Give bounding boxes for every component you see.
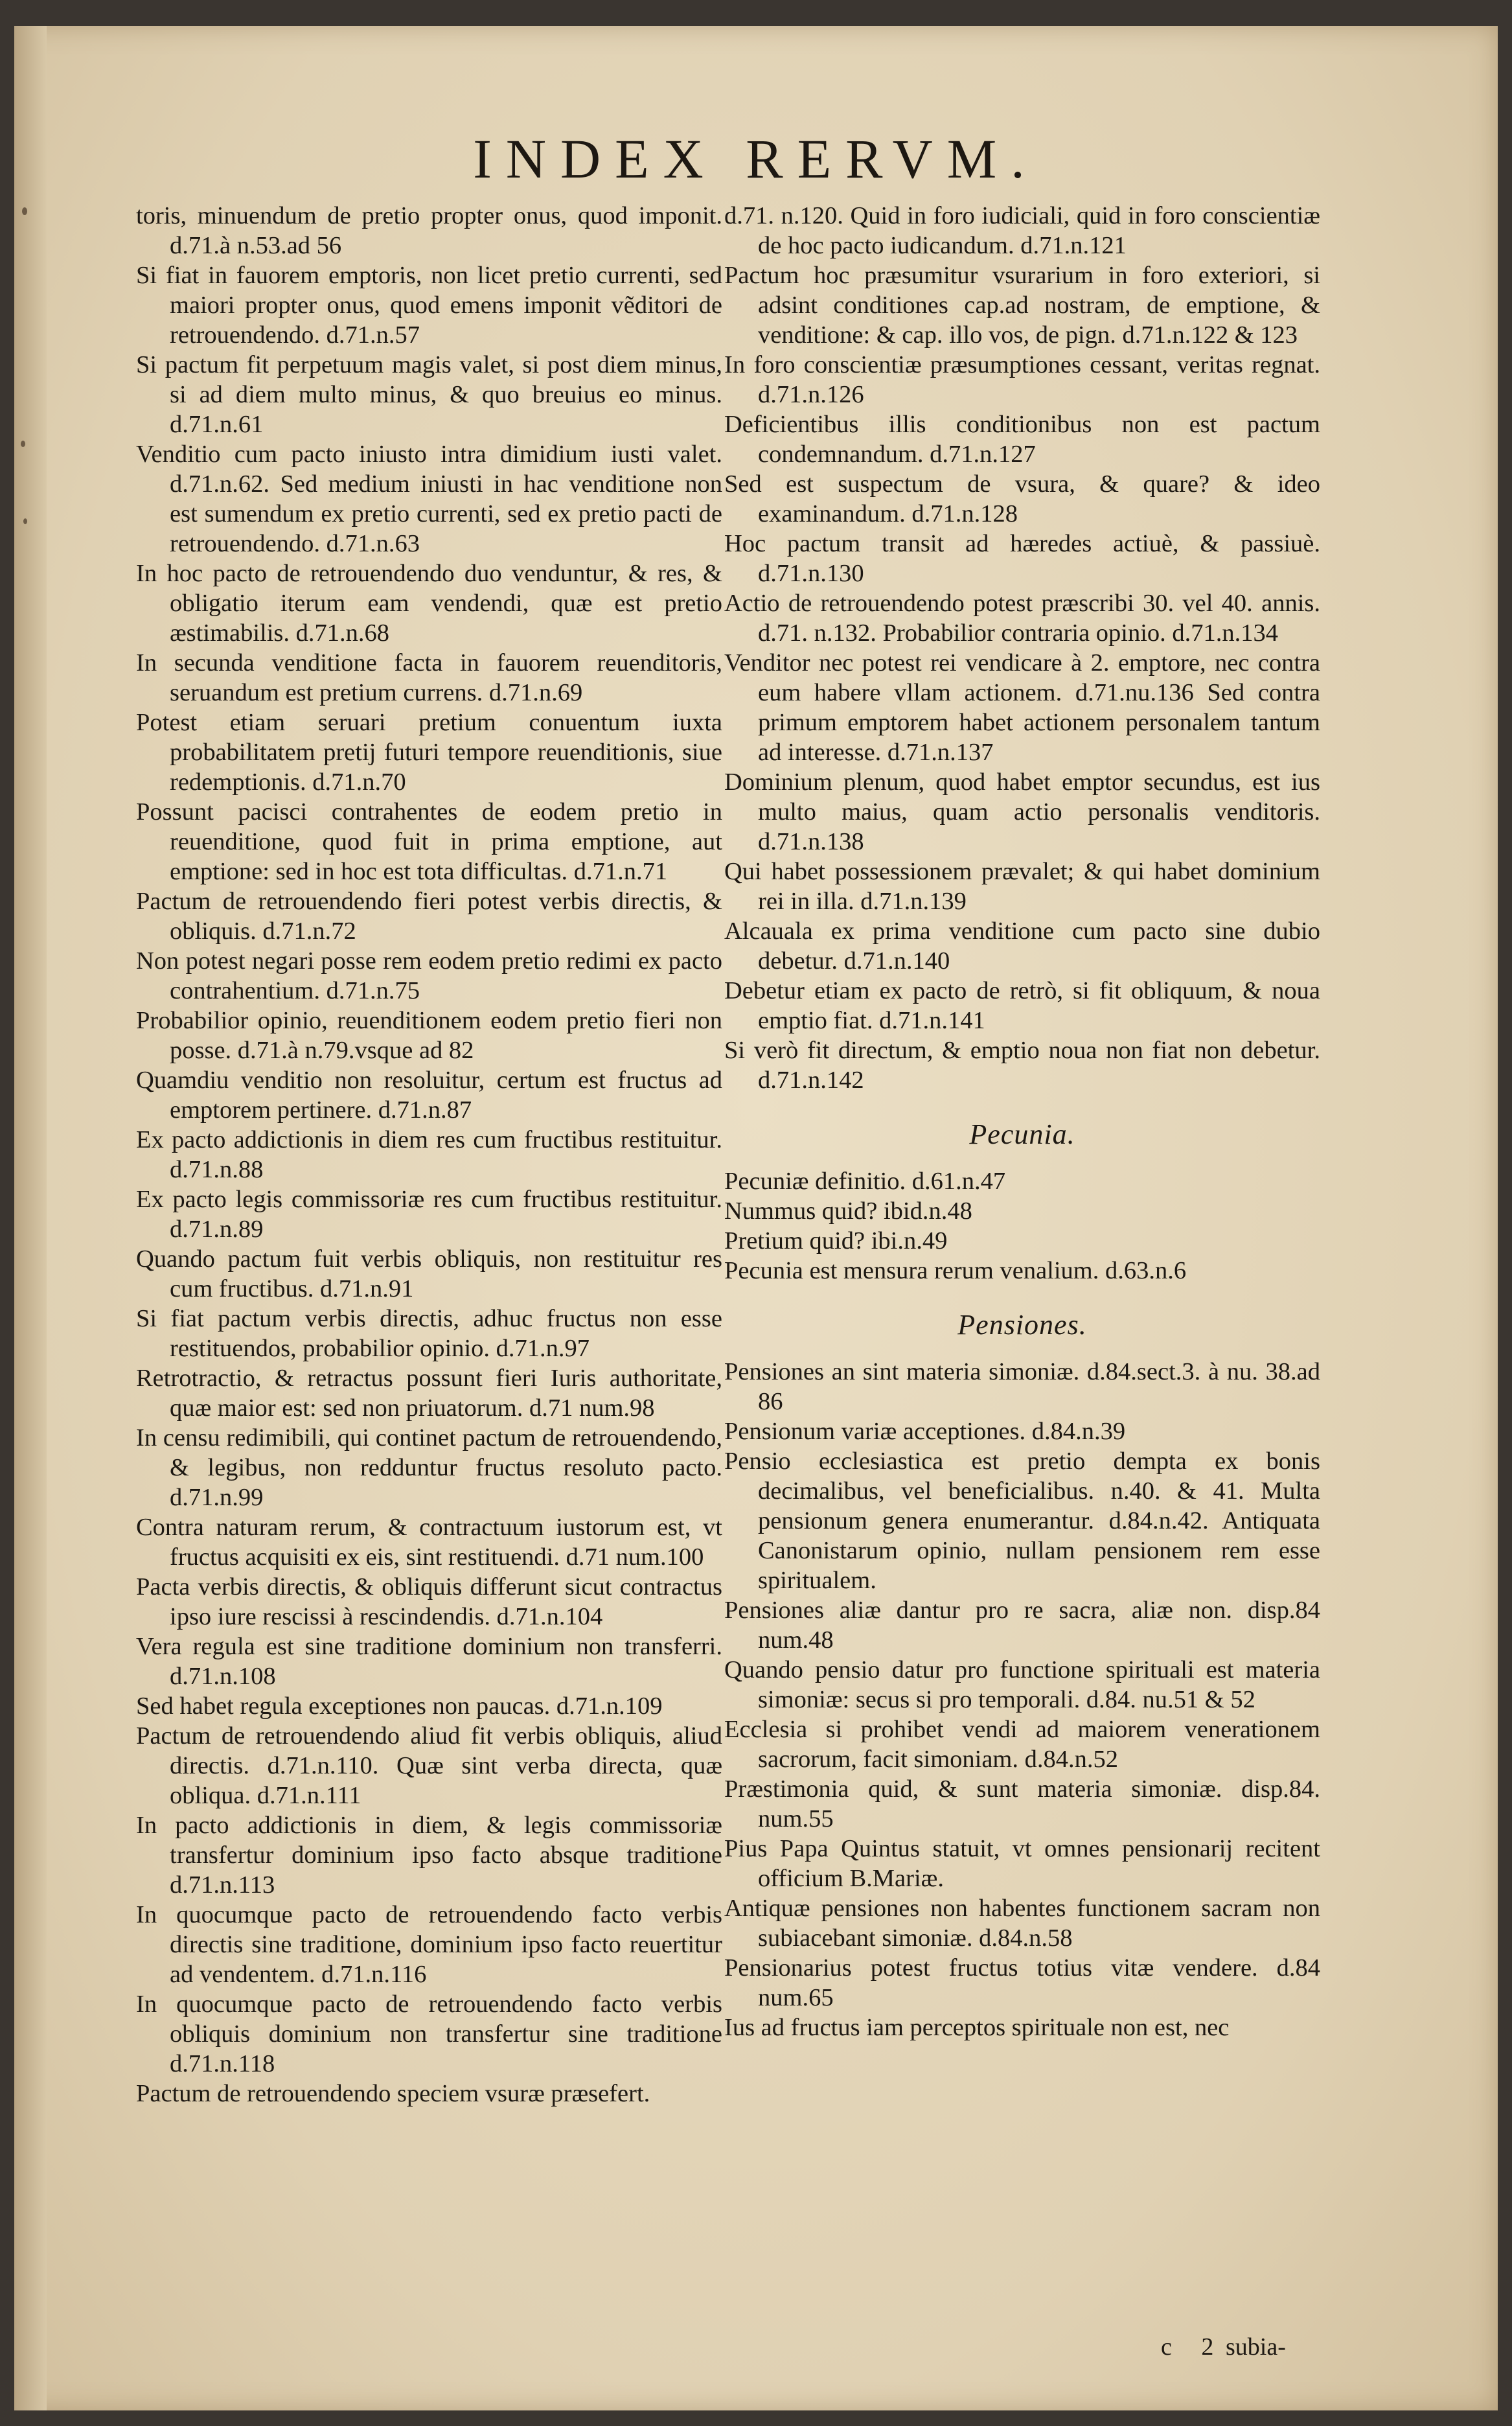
index-entry: Pensionum variæ acceptiones. d.84.n.39: [724, 1418, 1126, 1445]
index-entry: Pactum de retrouendendo aliud fit verbis obliquis, aliud directis. d.71.n.110. Quæ sint verba directa, quæ obliqua. d.71.n.111: [136, 1722, 722, 1809]
signature-mark: c 2: [1161, 2333, 1226, 2361]
section-heading-pensiones: Pensiones.: [957, 1309, 1087, 1341]
index-entry: Pacta verbis directis, & obliquis differunt sicut contractus ipso iure rescissi à rescindendis. d.71.n.104: [136, 1573, 722, 1630]
index-entry: Sed est suspectum de vsura, & quare? & ideo examinandum. d.71.n.128: [724, 470, 1320, 527]
index-entry: In quocumque pacto de retrouendendo facto verbis obliquis dominium non transfertur sine traditione d.71.n.118: [136, 1991, 722, 2077]
index-entry: Nummus quid? ibid.n.48: [724, 1197, 972, 1225]
index-entry: In censu redimibili, qui continet pactum de retrouendendo, & legibus, non redduntur fructus resoluto pacto. d.71.n.99: [136, 1424, 722, 1511]
index-entry: In pacto addictionis in diem, & legis commissoriæ transfertur dominium ipso facto absque traditione d.71.n.113: [136, 1812, 722, 1899]
index-entry: Pactum hoc præsumitur vsurarium in foro exteriori, si adsint conditiones cap.ad nostram, de emptione, & venditione: & cap. illo vos, de pign. d.71.n.122 & 123: [724, 262, 1320, 349]
ink-speck: [21, 441, 25, 447]
index-entry: toris, minuendum de pretio propter onus, quod imponit. d.71.à n.53.ad 56: [136, 202, 722, 259]
index-entry: Pensiones aliæ dantur pro re sacra, aliæ non. disp.84 num.48: [724, 1597, 1320, 1654]
ink-speck: [22, 207, 27, 215]
index-entry: Pensionarius potest fructus totius vitæ vendere. d.84 num.65: [724, 1954, 1320, 2011]
index-entry: Pretium quid? ibi.n.49: [724, 1227, 948, 1254]
index-entry: Quando pensio datur pro functione spirituali est materia simoniæ: secus si pro temporali. d.84. nu.51 & 52: [724, 1656, 1320, 1713]
index-entry: Debetur etiam ex pacto de retrò, si fit obliquum, & noua emptio fiat. d.71.n.141: [724, 977, 1320, 1034]
left-column: [136, 201, 722, 2108]
index-entry: Non potest negari posse rem eodem pretio redimi ex pacto contrahentium. d.71.n.75: [136, 947, 722, 1004]
index-entry: Possunt pacisci contrahentes de eodem pretio in reuenditione, quod fuit in prima emptione, aut emptione: sed in hoc est tota difficultas. d.71.n.71: [136, 798, 722, 885]
index-entry: Hoc pactum transit ad hæredes actiuè, & passiuè. d.71.n.130: [724, 530, 1320, 587]
index-entry: Venditor nec potest rei vendicare à 2. emptore, nec contra eum habere vllam actionem. d.71.nu.136 Sed contra primum emptorem habet actionem personalem tantum ad interesse. d.71.n.137: [724, 649, 1320, 766]
index-entry: Dominium plenum, quod habet emptor secundus, est ius multo maius, quam actio personalis venditoris. d.71.n.138: [724, 768, 1320, 855]
index-entry: In hoc pacto de retrouendendo duo venduntur, & res, & obligatio iterum eam vendendi, quæ est pretio æstimabilis. d.71.n.68: [136, 560, 722, 647]
index-entry: Pensio ecclesiastica est pretio dempta ex bonis decimalibus, vel beneficialibus. n.40. & 41. Multa pensionum genera enumerantur. d.84.n.42. Antiquata Canonistarum opinio, nullam pensionem rem esse spiritualem.: [724, 1448, 1320, 1594]
index-entry: Deficientibus illis conditionibus non est pactum condemnandum. d.71.n.127: [724, 411, 1320, 468]
index-entry: Contra naturam rerum, & contractuum iustorum est, vt fructus acquisiti ex eis, sint restituendi. d.71 num.100: [136, 1514, 722, 1571]
index-entry: In secunda venditione facta in fauorem reuenditoris, seruandum est pretium currens. d.71.n.69: [136, 649, 722, 706]
index-entry: Pactum de retrouendendo fieri potest verbis directis, & obliquis. d.71.n.72: [136, 888, 722, 945]
index-entry: Si verò fit directum, & emptio noua non fiat non debetur. d.71.n.142: [724, 1037, 1320, 1094]
index-entry: Quando pactum fuit verbis obliquis, non restituitur res cum fructibus. d.71.n.91: [136, 1245, 722, 1302]
index-entry: Pensiones an sint materia simoniæ. d.84.sect.3. à nu. 38.ad 86: [724, 1358, 1320, 1415]
page-title: INDEX RERVM.: [473, 128, 1039, 190]
page-binding-shadow: [14, 26, 47, 2410]
index-entry: In quocumque pacto de retrouendendo facto verbis directis sine traditione, dominium ipso facto reuertitur ad vendentem. d.71.n.116: [136, 1901, 722, 1988]
index-entry: Pecunia est mensura rerum venalium. d.63.n.6: [724, 1257, 1187, 1284]
index-entry: Quamdiu venditio non resoluitur, certum est fructus ad emptorem pertinere. d.71.n.87: [136, 1067, 722, 1124]
index-entry: Alcauala ex prima venditione cum pacto sine dubio debetur. d.71.n.140: [724, 918, 1320, 975]
index-entry: Actio de retrouendendo potest præscribi 30. vel 40. annis. d.71. n.132. Probabilior contraria opinio. d.71.n.134: [724, 590, 1320, 647]
index-entry: Præstimonia quid, & sunt materia simoniæ. disp.84. num.55: [724, 1775, 1320, 1832]
index-entry: Si pactum fit perpetuum magis valet, si post diem minus, si ad diem multo minus, & quo breuius eo minus. d.71.n.61: [136, 351, 722, 438]
book-page: [14, 26, 1498, 2410]
index-entry: Pecuniæ definitio. d.61.n.47: [724, 1168, 1006, 1195]
index-entry: Venditio cum pacto iniusto intra dimidium iusti valet. d.71.n.62. Sed medium iniusti in hac venditione non est sumendum ex pretio currenti, sed ex pretio pacti de retrouendendo. d.71.n.63: [136, 441, 722, 557]
index-entry: Ex pacto legis commissoriæ res cum fructibus restituitur. d.71.n.89: [136, 1186, 722, 1243]
index-entry: Ex pacto addictionis in diem res cum fructibus restituitur. d.71.n.88: [136, 1126, 722, 1183]
index-entry: Antiquæ pensiones non habentes functionem sacram non subiacebant simoniæ. d.84.n.58: [724, 1895, 1320, 1952]
index-entry: Probabilior opinio, reuenditionem eodem pretio fieri non posse. d.71.à n.79.vsque ad 82: [136, 1007, 722, 1064]
ink-speck: [23, 518, 27, 524]
index-entry: Si fiat in fauorem emptoris, non licet pretio currenti, sed maiori propter onus, quod emens imponit vẽditori de retrouendendo. d.71.n.57: [136, 262, 722, 349]
section-heading-pecunia: Pecunia.: [969, 1118, 1075, 1150]
index-entry: Ius ad fructus iam perceptos spirituale non est, nec: [724, 2014, 1230, 2041]
index-entry: Vera regula est sine traditione dominium non transferri. d.71.n.108: [136, 1633, 722, 1690]
index-entry: Potest etiam seruari pretium conuentum iuxta probabilitatem pretij futuri tempore reuenditionis, siue redemptionis. d.71.n.70: [136, 709, 722, 796]
index-entry: d.71. n.120. Quid in foro iudiciali, quid in foro conscientiæ de hoc pacto iudicandum. d.71.n.121: [724, 202, 1320, 259]
index-entry: Ecclesia si prohibet vendi ad maiorem venerationem sacrorum, facit simoniam. d.84.n.52: [724, 1716, 1320, 1773]
index-entry: Pactum de retrouendendo speciem vsuræ præsefert.: [136, 2080, 650, 2107]
catchword: subia-: [1226, 2333, 1286, 2361]
index-entry: Si fiat pactum verbis directis, adhuc fructus non esse restituendos, probabilior opinio. d.71.n.97: [136, 1305, 722, 1362]
index-entry: Qui habet possessionem prævalet; & qui habet dominium rei in illa. d.71.n.139: [724, 858, 1320, 915]
index-entry: In foro conscientiæ præsumptiones cessant, veritas regnat. d.71.n.126: [724, 351, 1320, 408]
index-entry: Retrotractio, & retractus possunt fieri Iuris authoritate, quæ maior est: sed non priuatorum. d.71 num.98: [136, 1365, 722, 1422]
index-entry: Pius Papa Quintus statuit, vt omnes pensionarij recitent officium B.Mariæ.: [724, 1835, 1320, 1892]
index-entry: Sed habet regula exceptiones non paucas. d.71.n.109: [136, 1692, 663, 1720]
right-column: [724, 201, 1320, 2042]
